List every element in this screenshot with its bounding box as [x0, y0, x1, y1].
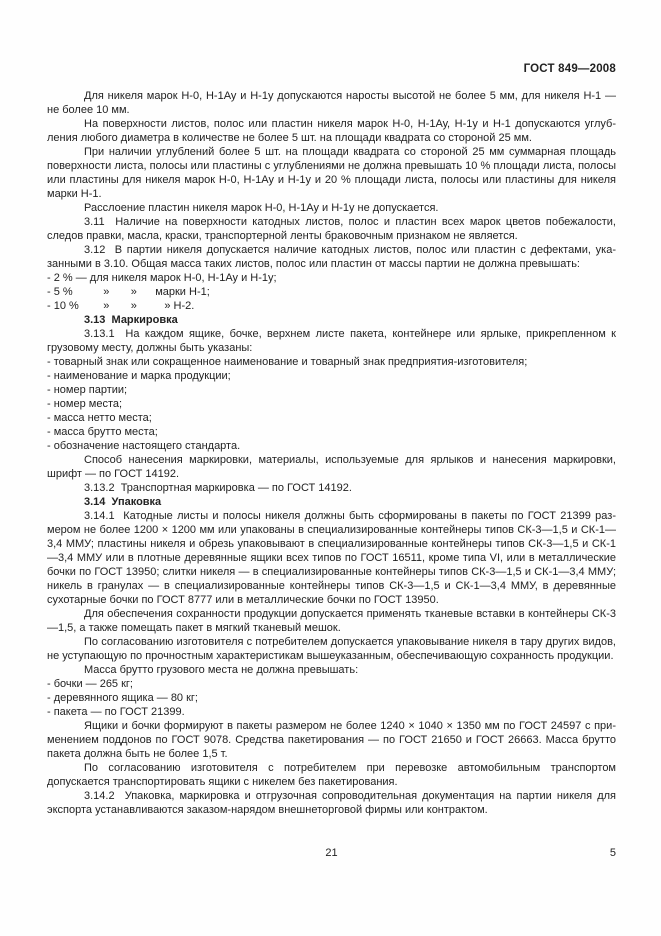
paragraph: 3.13.1 На каждом ящике, бочке, верхнем листе пакета, контейнере или ярлыке, прикрепленном к грузовому месту, должны быть указаны: [47, 328, 616, 354]
paragraph: Для никеля марок Н-0, Н-1Ау и Н-1у допускаются наросты высотой не более 5 мм, для никеля Н-1 — не более 10 мм. [47, 90, 616, 116]
paragraph: По согласованию изготовителя с потребителем при перевозке автомобильным транспортом допускается транспортировать ящики с никелем без пакетирования. [47, 762, 616, 788]
list-item: - номер места; [47, 398, 123, 410]
list-item: - деревянного ящика — 80 кг; [47, 692, 198, 704]
paragraph: Для обеспечения сохранности продукции допускается применять тканевые вставки в контейнеры СК-3—1,5, а также помещать пакет в мягкий тканевый мешок. [47, 608, 616, 634]
list-item: - 2 % — для никеля марок Н-0, Н-1Ау и Н-1у; [47, 272, 277, 284]
list-item: - обозначение настоящего стандарта. [47, 440, 241, 452]
list-item: - 10 % » » » Н-2. [47, 300, 195, 312]
paragraph: По согласованию изготовителя с потребителем допускается упаковывание никеля в тару других видов, не уступающую по прочностным характеристикам вышеуказанным, обеспечивающую сохранность продукции. [47, 636, 616, 662]
document-footer [47, 846, 616, 860]
section-heading: 3.13 Маркировка [84, 314, 178, 326]
list-item: - пакета — по ГОСТ 21399. [47, 706, 185, 718]
list-item: - наименование и марка продукции; [47, 370, 231, 382]
list-item: - масса брутто места; [47, 426, 158, 438]
list-item: - номер партии; [47, 384, 128, 396]
paragraph: Ящики и бочки формируют в пакеты размером не более 1240 × 1040 × 1350 мм по ГОСТ 24597 с применением поддонов по ГОСТ 9078. Средства пакетирования — по ГОСТ 21650 и ГОСТ 26663. Масса брутто пакета должна быть не более 1,5 т. [47, 720, 616, 760]
section-heading: 3.14 Упаковка [84, 496, 162, 508]
paragraph: Расслоение пластин никеля марок Н-0, Н-1Ау и Н-1у не допускается. [84, 202, 439, 214]
paragraph: 3.14.1 Катодные листы и полосы никеля должны быть сформированы в пакеты по ГОСТ 21399 размером не более 1200 × 1200 мм или упакованы в специализированные контейнеры типов СК-3—1,5 и СК-1—3,4 ММУ; пластины никеля и обрезь упаковывают в специализированные контейнеры типов СК-3—1,5 и СК-1—3,4 ММУ или в плотные деревянные ящики всех типов по ГОСТ 16511, кроме типа VI, или в металлические бочки по ГОСТ 13950; слитки никеля — в специализированные контейнеры типов СК-3—1,5 и СК-1—3,4 ММУ; никель в гранулах — в специализированные контейнеры типов СК-3—1,5 и СК-1—3,4 ММУ, в деревянные сухотарные бочки по ГОСТ 8777 или в металлические бочки по ГОСТ 13950. [47, 510, 616, 606]
sheet-number: 21 [325, 847, 338, 859]
list-item: - 5 % » » марки Н-1; [47, 286, 210, 298]
standard-number: ГОСТ 849—2008 [523, 63, 616, 75]
list-item: - товарный знак или сокращенное наименование и товарный знак предприятия-изготовителя; [47, 356, 528, 368]
paragraph: При наличии углублений более 5 шт. на площади квадрата со стороной 25 мм суммарная площадь поверхности листа, полосы или пластины с углублениями не должна превышать 10 % площади листа, полосы или пластины для никеля марок Н-0, Н-1Ау и Н-1у и 20 % площади листа, полосы или пластины для никеля марки Н-1. [47, 146, 616, 200]
document-header [47, 63, 616, 75]
paragraph: 3.12 В партии никеля допускается наличие катодных листов, полос или пластин с дефектами, указанными в 3.10. Общая масса таких листов, полос или пластин от массы партии не должна превышать: [47, 244, 616, 270]
paragraph: 3.14.2 Упаковка, маркировка и отгрузочная сопроводительная документация на партии никеля для экспорта устанавливаются заказом-нарядом внешнеторговой фирмы или контрактом. [47, 790, 616, 816]
list-item: - масса нетто места; [47, 412, 152, 424]
paragraph: На поверхности листов, полос или пластин никеля марок Н-0, Н-1Ау, Н-1у и Н-1 допускаются углубления любого диаметра в количестве не более 5 шт. на площади квадрата со стороной 25 мм. [47, 118, 616, 144]
page-number: 5 [609, 847, 616, 859]
paragraph: 3.11 Наличие на поверхности катодных листов, полос и пластин всех марок цветов побежалости, следов правки, масла, краски, транспортерной ленты браковочным признаком не является. [47, 216, 616, 242]
document-body [47, 89, 616, 817]
paragraph: Способ нанесения маркировки, материалы, используемые для ярлыков и нанесения маркировки, шрифт — по ГОСТ 14192. [47, 454, 616, 480]
paragraph: Масса брутто грузового места не должна превышать: [84, 664, 359, 676]
paragraph: 3.13.2 Транспортная маркировка — по ГОСТ 14192. [84, 482, 352, 494]
list-item: - бочки — 265 кг; [47, 678, 133, 690]
